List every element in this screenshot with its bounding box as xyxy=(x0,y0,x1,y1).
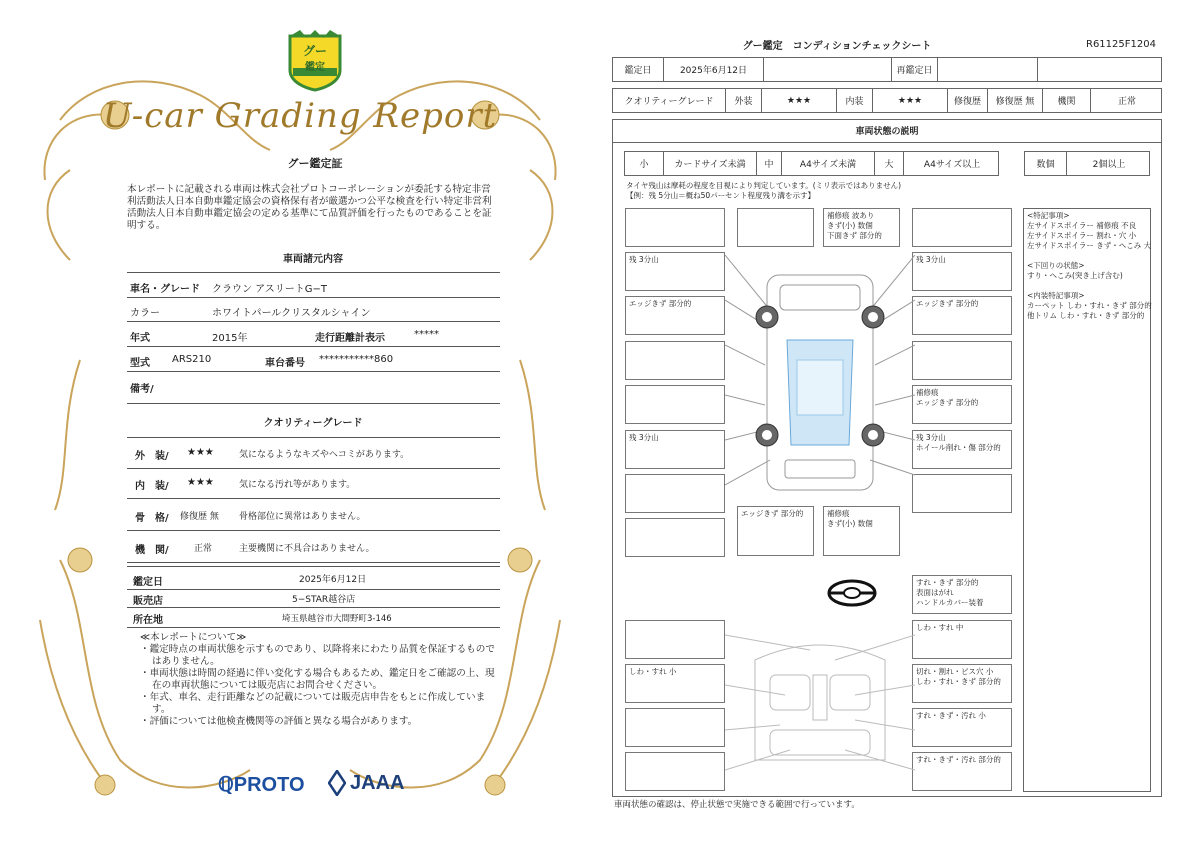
car-exterior-diagram xyxy=(725,255,915,495)
interior-label: 内 装/ xyxy=(135,481,169,492)
engine-label-r: 機関 xyxy=(1043,89,1091,112)
int-box-right-2: 切れ・割れ・ビス穴 小 しわ・すれ・きず 部分的 xyxy=(912,664,1012,703)
engine-grade: 正常 xyxy=(194,544,213,554)
badge-bottom-text: 鑑定 xyxy=(305,62,325,73)
ext-box xyxy=(912,208,1012,247)
int-box-left-2: しわ・すれ 小 xyxy=(625,664,725,703)
engine-label: 機 関/ xyxy=(135,545,169,556)
engine-value-r: 正常 xyxy=(1117,97,1136,107)
note-item: ・評価については他検査機関等の評価と異なる場合があります。 xyxy=(140,716,418,727)
int-box xyxy=(625,620,725,659)
footer-note: 車両状態の確認は、停止状態で実施できる範囲で行っています。 xyxy=(614,800,860,810)
spec-row-name xyxy=(127,272,500,298)
ext-box-front-center: 補修痕 波あり きず(小) 数個 下面きず 部分的 xyxy=(823,208,900,247)
ext-box xyxy=(625,208,725,247)
chassis-value: ***********860 xyxy=(319,354,394,365)
ext-box xyxy=(912,474,1012,513)
tire-note-2: 【例：残 5分山＝概ね50パーセント程度残り溝を示す】 xyxy=(626,191,816,200)
exterior-comment: 気になるようなキズやヘコミがあります。 xyxy=(239,450,410,460)
int-box-right-1: しわ・すれ 中 xyxy=(912,620,1012,659)
proto-logo: ℚPROTO xyxy=(218,774,305,796)
note-item: ・鑑定時点の車両状態を示すものであり、以降将来にわたり品質を保証するものではありません。 xyxy=(140,644,495,667)
exterior-label: 外 装/ xyxy=(135,451,169,462)
size-legend xyxy=(624,151,999,176)
section-title: 車両状態の説明 xyxy=(612,119,1162,143)
car-interior-diagram xyxy=(725,630,915,780)
int-box-right-3: すれ・きず・汚れ 小 xyxy=(912,708,1012,747)
shop-value: 5−STAR越谷店 xyxy=(292,595,356,605)
color-value: ホワイトパールクリスタルシャイン xyxy=(212,308,371,319)
engine-comment: 主要機関に不具合はありません。 xyxy=(239,544,375,554)
int-box-steering: すれ・きず 部分的 表面はがれ ハンドルカバー装着 xyxy=(912,575,1012,614)
remarks-text: <特記事項> 左サイドスポイラー 補修痕 不良 左サイドスポイラー 割れ・穴 小 左サイドスポイラー きず・へこみ 大 <下回りの状態> すり・へこみ(突き上げ含む) <内装特記事項> カーペット しわ・すれ・きず 部分的 他トリム しわ・すれ・きず 部分的 xyxy=(1027,211,1152,320)
size-medium: 中 xyxy=(757,152,782,175)
ext-label: 外装 xyxy=(726,89,762,112)
grade-label: クオリティーグレード xyxy=(613,89,726,112)
address-label: 所在地 xyxy=(133,615,163,626)
size-small: 小 xyxy=(625,152,664,175)
mileage-value: ***** xyxy=(414,329,439,340)
appraisal-date-row xyxy=(127,566,500,590)
exterior-grade: ★★★ xyxy=(187,447,214,458)
size-large-desc: A4サイズ以上 xyxy=(923,160,981,170)
ext-box xyxy=(912,341,1012,380)
reappraisal-label: 再鑑定日 xyxy=(892,58,938,81)
count-desc: 2個以上 xyxy=(1092,160,1126,170)
spec-row-year xyxy=(127,322,500,347)
jaaa-logo: JAAA xyxy=(350,772,405,794)
repair-label: 修復歴 xyxy=(948,89,988,112)
address-value: 埼玉県越谷市大間野町3-146 xyxy=(282,614,392,624)
interior-grade: ★★★ xyxy=(187,477,214,488)
ext-box xyxy=(625,385,725,424)
mileage-label: 走行距離計表示 xyxy=(315,333,385,344)
appraisal-date-value: 2025年6月12日 xyxy=(299,575,367,585)
jaaa-logo-mark-icon xyxy=(328,770,346,796)
ext-box xyxy=(625,518,725,557)
size-large: 大 xyxy=(875,152,904,175)
size-medium-desc: A4サイズ未満 xyxy=(782,152,875,175)
repair-value: 修復歴 無 xyxy=(988,89,1043,112)
spec-row-model xyxy=(127,347,500,372)
sheet-code: R61125F1204 xyxy=(1086,39,1156,50)
certificate-title: グー鑑定証 xyxy=(287,157,343,170)
ext-box xyxy=(625,341,725,380)
date-label: 鑑定日 xyxy=(613,58,664,81)
spec-row-color xyxy=(127,297,500,322)
int-box-right-4: すれ・きず・汚れ 部分的 xyxy=(912,752,1012,791)
color-label: カラー xyxy=(130,308,160,319)
address-row xyxy=(127,608,500,628)
date-blank xyxy=(764,58,892,81)
chassis-label: 車台番号 xyxy=(265,358,305,369)
report-notes xyxy=(140,632,500,728)
tire-note-1: タイヤ残山は摩耗の程度を目視により判定しています。(ミリ表示ではありません) xyxy=(626,181,902,190)
int-box xyxy=(625,708,725,747)
badge-top-text: グー xyxy=(302,44,327,58)
frame-comment: 骨格部位に異常はありません。 xyxy=(239,512,366,522)
int-value: ★★★ xyxy=(873,89,948,112)
ext-box-right-edge: エッジきず 部分的 xyxy=(912,296,1012,335)
quality-section-title: クオリティーグレード xyxy=(263,418,363,429)
grade-table xyxy=(612,88,1162,113)
remarks-label: 備考/ xyxy=(130,384,154,395)
appraisal-date-table xyxy=(612,57,1162,82)
certificate-statement: 本レポートに記載される車両は株式会社プロトコーポレーションが委託する特定非営利活動法人日本自動車鑑定協会の資格保有者が厳選かつ公平な検査を行い特定非営利活動法人日本自動車鑑定協会の定める基準にて品質評価を行ったものであることを証明する。 xyxy=(127,184,492,231)
appraisal-date-label: 鑑定日 xyxy=(133,577,163,588)
ext-box xyxy=(737,208,814,247)
report-script-title: U-car Grading Report xyxy=(102,96,498,136)
ext-box-right-front-tire: 残 3分山 xyxy=(912,252,1012,291)
model-label: 型式 xyxy=(130,358,150,369)
count-label: 数個 xyxy=(1025,152,1067,175)
shop-row xyxy=(127,589,500,608)
year-value: 2015年 xyxy=(212,333,248,344)
quality-row-interior xyxy=(127,468,500,499)
int-label: 内装 xyxy=(837,89,873,112)
spec-row-remarks xyxy=(127,373,500,404)
frame-grade: 修復歴 無 xyxy=(180,512,219,522)
ext-box-left-front-tire: 残 3分山 xyxy=(625,252,725,291)
check-sheet-title: グー鑑定 コンディションチェックシート xyxy=(742,41,932,52)
steering-wheel-icon xyxy=(826,578,878,608)
frame-label: 骨 格/ xyxy=(135,513,169,524)
year-label: 年式 xyxy=(130,333,150,344)
quality-row-frame xyxy=(127,499,500,531)
int-box xyxy=(625,752,725,791)
ext-value: ★★★ xyxy=(762,89,837,112)
name-label: 車名・グレード xyxy=(130,284,200,295)
count-legend xyxy=(1024,151,1150,176)
size-small-desc: カードサイズ未満 xyxy=(664,152,757,175)
note-item: ・車両状態は時間の経過に伴い変化する場合もあるため、鑑定日をご確認の上、現在の車両状態については販売店にお問合せください。 xyxy=(140,668,495,691)
ext-box-left-rear-tire: 残 3分山 xyxy=(625,430,725,469)
ext-box-right-repair: 補修痕 エッジきず 部分的 xyxy=(912,385,1012,424)
notes-title: ≪本レポートについて≫ xyxy=(140,632,247,643)
ext-box-right-rear-tire: 残 3分山 ホイール削れ・傷 部分的 xyxy=(912,430,1012,469)
shop-label: 販売店 xyxy=(133,596,163,607)
ext-box-left-edge: エッジきず 部分的 xyxy=(625,296,725,335)
spec-section-title: 車両諸元内容 xyxy=(283,254,343,265)
interior-comment: 気になる汚れ等があります。 xyxy=(239,480,356,490)
date-value: 2025年6月12日 xyxy=(664,58,764,81)
ext-box-rear-left: エッジきず 部分的 xyxy=(737,506,814,556)
note-item: ・年式、車名、走行距離などの記載については販売店申告をもとに作成しています。 xyxy=(140,692,486,715)
name-value: クラウン アスリートG−T xyxy=(212,284,328,295)
reappraisal-value xyxy=(938,58,1038,81)
ext-box-rear-right: 補修痕 きず(小) 数個 xyxy=(823,506,900,556)
ext-box xyxy=(625,474,725,513)
quality-row-exterior xyxy=(127,437,500,469)
model-value: ARS210 xyxy=(172,354,212,365)
quality-row-engine xyxy=(127,531,500,563)
